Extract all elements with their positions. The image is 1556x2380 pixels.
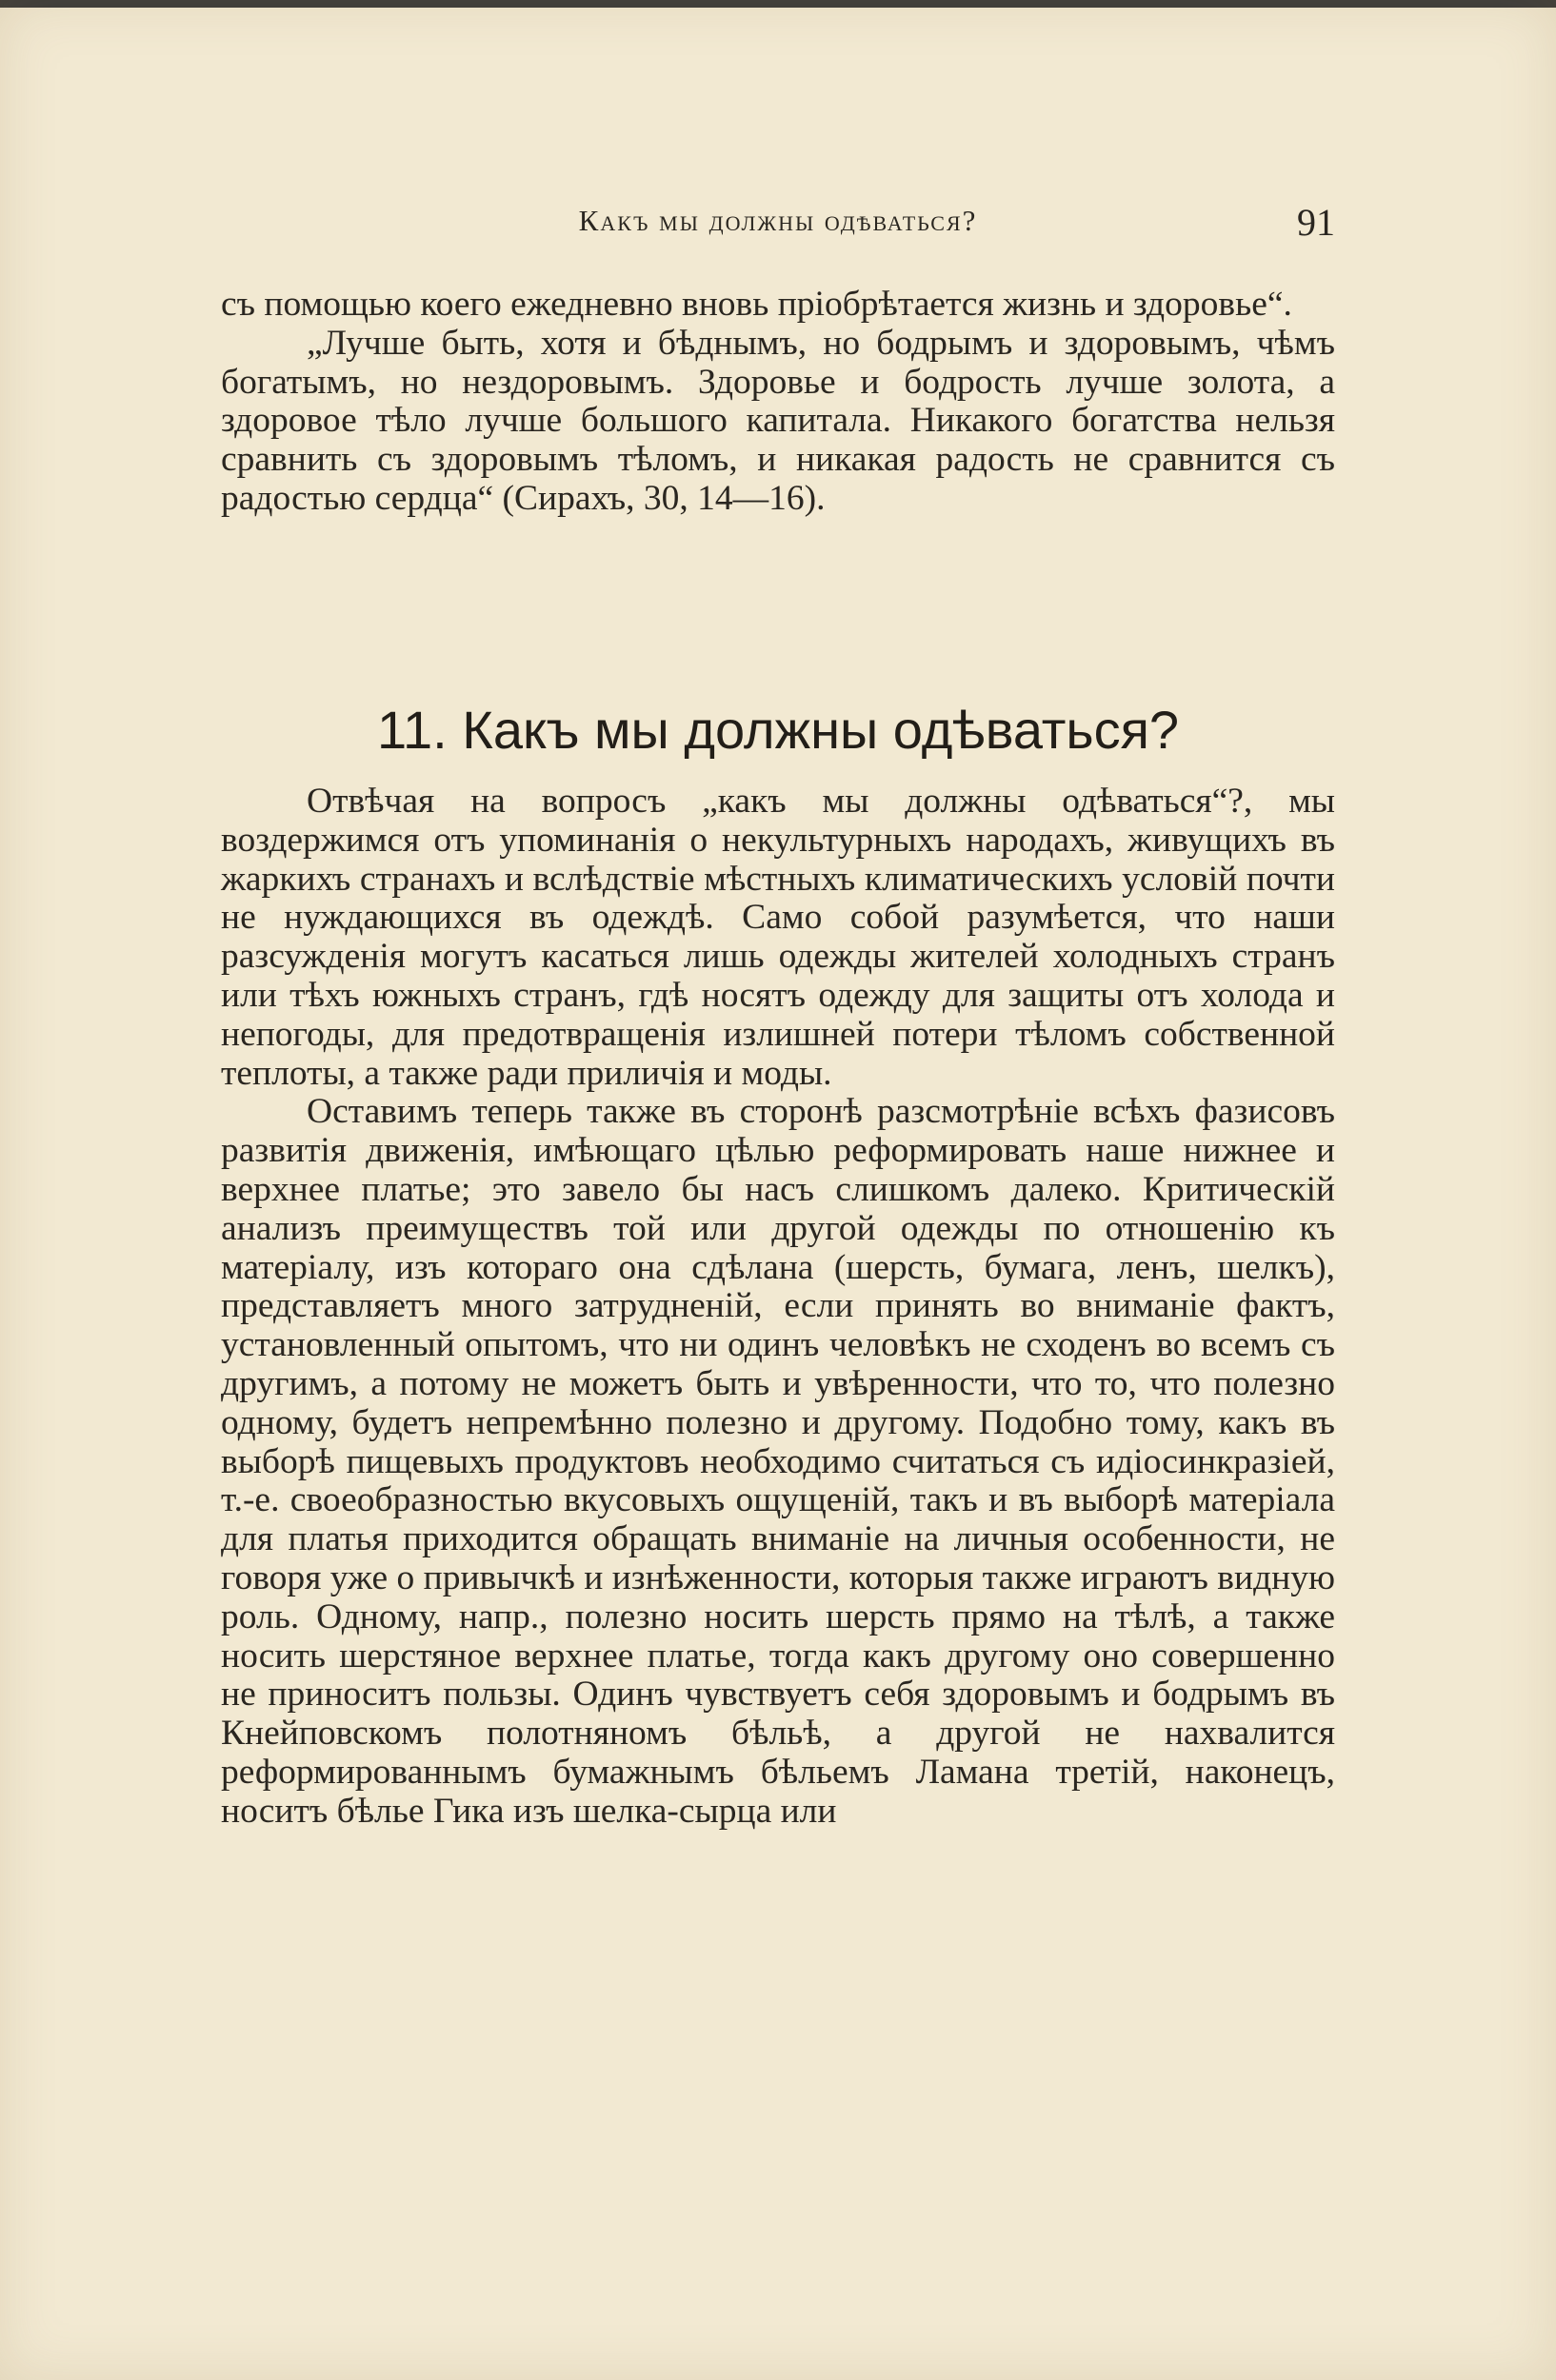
top-text-block <box>221 286 1335 519</box>
quote-paragraph: „Лучше быть, хотя и бѣднымъ, но бодрымъ и здоровымъ, чѣмъ богатымъ, но нездоровымъ. Здоровье и бодрость лучше золота, а здоровое тѣло лучше большого капитала. Никакого богатства нельзя сравнить съ здоровымъ тѣломъ, и никакая радость не сравнится съ радостью сердца“ (Сирахъ, 30, 14—16). <box>221 323 1335 518</box>
running-title: Какъ мы должны одѣваться? <box>578 204 978 237</box>
continuation-paragraph: съ помощью коего ежедневно вновь пріобрѣтается жизнь и здоровье“. <box>221 285 1292 324</box>
body-paragraph: Отвѣчая на вопросъ „какъ мы должны одѣваться“?, мы воздержимся отъ упоминанія о некультурныхъ народахъ, живущихъ въ жаркихъ странахъ и вслѣдствіе мѣстныхъ климатическихъ условій почти не нуждающихся въ одеждѣ. Само собой разумѣется, что наши разсужденія могутъ касаться лишь одежды жителей холодныхъ странъ или тѣхъ южныхъ странъ, гдѣ носятъ одежду для защиты отъ холода и непогоды, для предотвращенія излишней потери тѣломъ собственной теплоты, а также ради приличія и моды. <box>221 782 1335 1093</box>
page-number: 91 <box>1297 201 1335 244</box>
chapter-body <box>221 783 1335 1832</box>
body-paragraph: Оставимъ теперь также въ сторонѣ разсмотрѣніе всѣхъ фазисовъ развитія движенія, имѣющаго цѣлью реформировать наше нижнее и верхнее платье; это завело бы насъ слишкомъ далеко. Критическій анализъ преимуществъ той или другой одежды по отношенію къ матеріалу, изъ котораго она сдѣлана (шерсть, бумага, ленъ, шелкъ), представляетъ много затрудненій, если принять во вниманіе фактъ, установленный опытомъ, что ни одинъ человѣкъ не сходенъ во всемъ съ другимъ, а потому не можетъ быть и увѣренности, что то, что полезно одному, будетъ непремѣнно полезно и другому. Подобно тому, какъ въ выборѣ пищевыхъ продуктовъ необходимо считаться съ идіосинкразіей, т.-е. своеобразностью вкусовыхъ ощущеній, такъ и въ выборѣ матеріала для платья приходится обращать вниманіе на личныя особенности, не говоря уже о привычкѣ и изнѣженности, которыя также играютъ видную роль. Одному, напр., полезно носить шерсть прямо на тѣлѣ, а также носить шерстяное верхнее платье, тогда какъ другому оно совершенно не приноситъ пользы. Одинъ чувствуетъ себя здоровымъ и бодрымъ въ Кнейповскомъ полотняномъ бѣльѣ, а другой не нахвалится реформированнымъ бумажнымъ бѣльемъ Ламана третій, наконецъ, носитъ бѣлье Гика изъ шелка-сырца или <box>221 1092 1335 1831</box>
chapter-heading: 11. Какъ мы должны одѣваться? <box>376 700 1180 760</box>
running-head <box>221 200 1335 248</box>
